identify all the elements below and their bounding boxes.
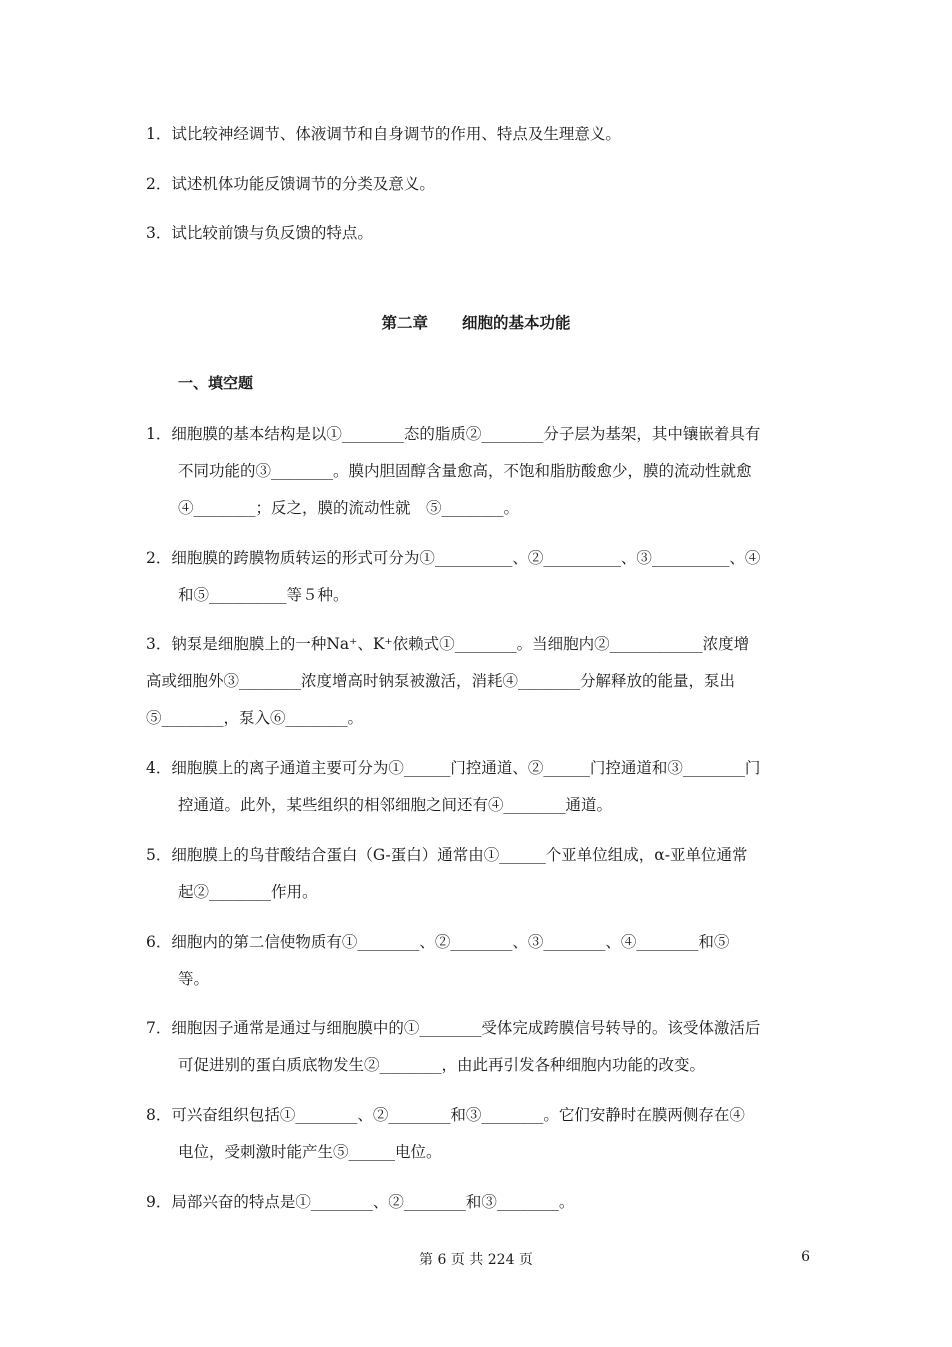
question-5-line-2: 起②________作用。 [178, 883, 318, 901]
question-3-line-3: ⑤________，泵入⑥________。 [146, 709, 364, 727]
question-1-line-3: ④________；反之，膜的流动性就 ⑤________。 [178, 499, 520, 517]
question-4-line-2: 控通道。此外，某些组织的相邻细胞之间还有④________通道。 [178, 796, 613, 814]
question-4-line-1: 4．细胞膜上的离子通道主要可分为①______门控通道、②______门控通道和③________门 [146, 759, 761, 777]
question-1-line-2: 不同功能的③________。膜内胆固醇含量愈高，不饱和脂肪酸愈少，膜的流动性就愈 [178, 462, 752, 480]
section-title: 一、填空题 [178, 374, 254, 392]
question-3-line-2: 高或细胞外③________浓度增高时钠泵被激活，消耗④________分解释放的能量，泵出 [146, 672, 736, 690]
chapter-number: 第二章 [381, 314, 428, 332]
intro-question-1: 1．试比较神经调节、体液调节和自身调节的作用、特点及生理意义。 [146, 125, 621, 143]
question-6-line-1: 6．细胞内的第二信使物质有①________、②________、③________、④________和⑤ [146, 933, 730, 951]
question-2-line-1: 2．细胞膜的跨膜物质转运的形式可分为①__________、②__________、③__________、④ [146, 549, 761, 567]
page-number: 6 [801, 1249, 810, 1265]
question-7-line-1: 7．细胞因子通常是通过与细胞膜中的①________受体完成跨膜信号转导的。该受体激活后 [146, 1019, 761, 1037]
question-2-line-2: 和⑤__________等５种。 [178, 586, 349, 604]
chapter-title [0, 311, 952, 333]
page-footer: 第 6 页 共 224 页 [419, 1252, 533, 1268]
intro-question-2: 2．试述机体功能反馈调节的分类及意义。 [146, 175, 435, 193]
question-6-line-2: 等。 [178, 970, 210, 988]
question-1-line-1: 1．细胞膜的基本结构是以①________态的脂质②________分子层为基架，其中镶嵌着具有 [146, 425, 761, 443]
question-9-line-1: 9．局部兴奋的特点是①________、②________和③________。 [146, 1193, 575, 1211]
question-5-line-1: 5．细胞膜上的鸟苷酸结合蛋白（G-蛋白）通常由①______个亚单位组成，α-亚单位通常 [146, 846, 748, 864]
intro-question-3: 3．试比较前馈与负反馈的特点。 [146, 224, 373, 242]
question-8-line-2: 电位，受刺激时能产生⑤______电位。 [178, 1143, 442, 1161]
question-8-line-1: 8．可兴奋组织包括①________、②________和③________。它们安静时在膜两侧存在④ [146, 1106, 745, 1124]
question-7-line-2: 可促进别的蛋白质底物发生②________，由此再引发各种细胞内功能的改变。 [178, 1056, 706, 1074]
question-3-line-1: 3．钠泵是细胞膜上的一种Na⁺、K⁺依赖式①________。当细胞内②____________浓度增 [146, 635, 750, 653]
chapter-name: 细胞的基本功能 [462, 314, 571, 332]
